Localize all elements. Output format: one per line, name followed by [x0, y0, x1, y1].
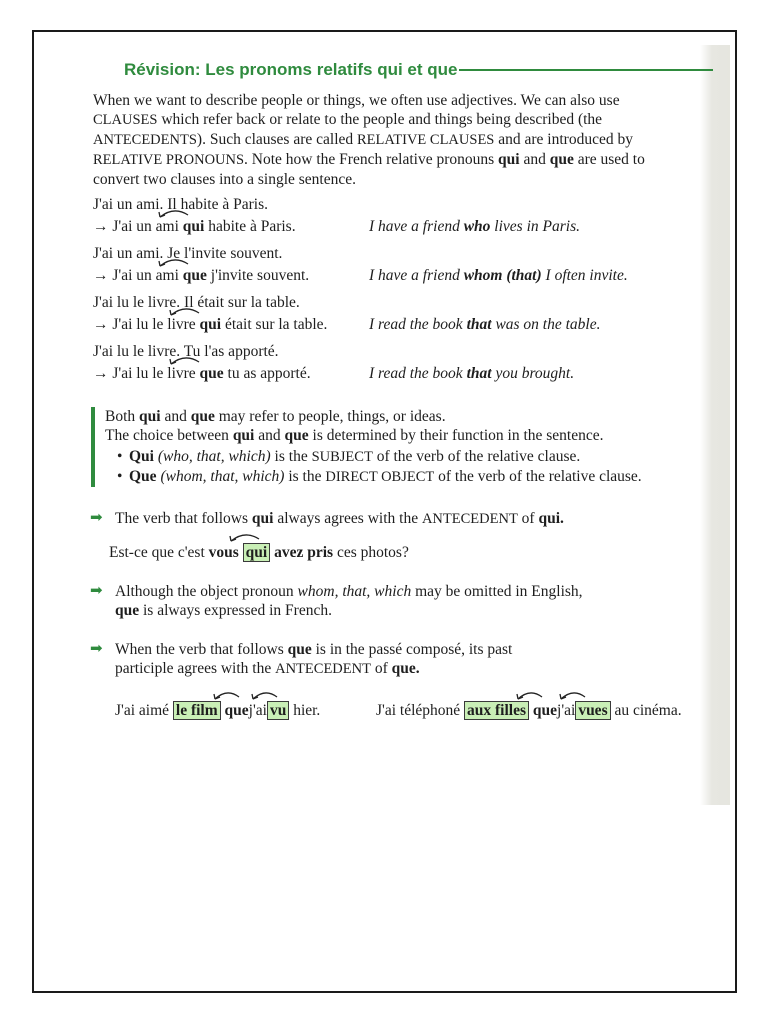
example-source: J'ai un ami. Il habite à Paris.	[93, 196, 268, 213]
agreement-arrow-icon: j'ai	[249, 701, 267, 720]
section-title: Révision: Les pronoms relatifs qui et que	[124, 59, 458, 79]
example-source: J'ai un ami. Je l'invite souvent.	[93, 245, 283, 262]
tip-example: Est-ce que c'est vous qui avez pris ces photos?	[109, 543, 713, 562]
agreement-arrow-icon: le film	[173, 701, 221, 720]
list-item: • Que (whom, that, which) is the DIRECT OBJECT of the verb of the relative clause.	[129, 467, 695, 487]
antecedent-arrow-icon: livre	[167, 364, 195, 383]
section-title-row	[124, 58, 713, 80]
grammar-note-box	[91, 407, 695, 487]
example-block	[93, 244, 713, 288]
example-translation: I read the book that you brought.	[369, 365, 575, 382]
title-rule	[459, 69, 713, 71]
example-block	[93, 195, 713, 239]
note-line: Both qui and que may refer to people, things, or ideas.	[105, 408, 446, 425]
antecedent-arrow-icon: livre	[167, 315, 195, 334]
list-item: • Qui (who, that, which) is the SUBJECT of the verb of the relative clause.	[129, 447, 695, 467]
tip-que-expressed: ➡ Although the object pronoun whom, that, which may be omitted in English, que is always expressed in French.	[90, 581, 583, 619]
example-combined: → J'ai lu le livre que tu as apporté. I read the book that you brought.	[93, 364, 713, 386]
example-block	[93, 293, 713, 337]
note-bullets	[129, 447, 695, 487]
green-arrow-icon: ➡	[90, 581, 103, 599]
intro-paragraph: When we want to describe people or things, we often use adjectives. We can also use CLAUSES which refer back or relate to the people and things being described (the ANTECEDENTS). Such clauses are called RELATIVE CLAUSES and are introduced by RELATIVE PRONOUNS. Note how the French relative pronouns qui and que are used to convert two clauses into a single sentence.	[93, 92, 645, 188]
example-block	[93, 342, 713, 386]
antecedent-arrow-icon: ami	[156, 266, 179, 285]
agreement-arrow-icon: qui	[243, 543, 271, 562]
participle-examples	[93, 701, 713, 725]
note-line: The choice between qui and que is determined by their function in the sentence.	[105, 427, 604, 444]
example-combined: → J'ai un ami qui habite à Paris. I have a friend who lives in Paris.	[93, 217, 713, 239]
examples-list	[93, 195, 713, 386]
participle-example: J'ai aimé le film quej'ai vu hier.	[115, 701, 320, 720]
example-combined: → J'ai lu le livre qui était sur la table. I read the book that was on the table.	[93, 315, 713, 337]
textbook-page	[90, 58, 713, 725]
tip-past-participle: ➡ When the verb that follows que is in the passé composé, its past participle agrees with the ANTECEDENT of que.	[90, 639, 513, 677]
green-arrow-icon: ➡	[90, 508, 103, 526]
tip-agreement-qui: ➡ The verb that follows qui always agrees with the ANTECEDENT of qui. Est-ce que c'est vous qui avez pris ces photos?	[93, 509, 713, 562]
green-arrow-icon: ➡	[90, 639, 103, 657]
agreement-arrow-icon: aux filles	[464, 701, 529, 720]
agreement-arrow-icon: j'ai	[557, 701, 575, 720]
antecedent-arrow-icon: ami	[156, 217, 179, 236]
example-translation: I have a friend whom (that) I often invite.	[369, 267, 628, 284]
example-source: J'ai lu le livre. Tu l'as apporté.	[93, 343, 279, 360]
example-translation: I read the book that was on the table.	[369, 316, 601, 333]
example-translation: I have a friend who lives in Paris.	[369, 218, 580, 235]
participle-example: J'ai téléphoné aux filles quej'ai vues au cinéma.	[376, 701, 682, 720]
example-combined: → J'ai un ami que j'invite souvent. I have a friend whom (that) I often invite.	[93, 266, 713, 288]
example-source: J'ai lu le livre. Il était sur la table.	[93, 294, 300, 311]
